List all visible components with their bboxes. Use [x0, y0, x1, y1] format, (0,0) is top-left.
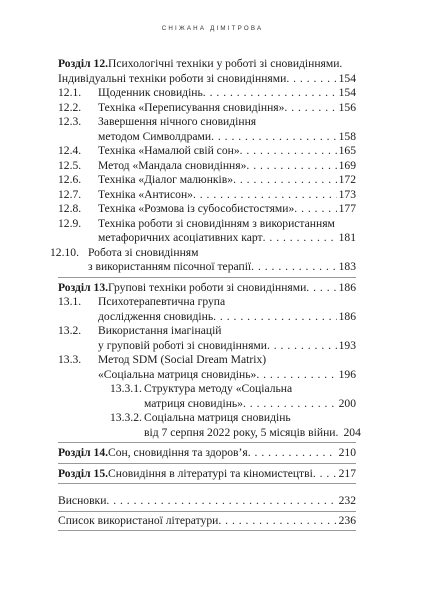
running-head: СНІЖАНА ДІМІТРОВА — [161, 25, 264, 32]
dot-leader — [240, 144, 337, 159]
section-title-cont: методом Символдрами — [98, 129, 212, 143]
chapter-title: Психологічні техніки у роботі зі сновидіннями. — [108, 57, 343, 70]
dot-leader — [106, 494, 336, 509]
section-number: 13.3. — [58, 353, 82, 366]
section-title-cont: від 7 серпня 2022 року, 5 місяців війни — [144, 425, 336, 439]
toc-entry-13-2[interactable] — [58, 324, 356, 353]
section-title: Техніка роботи зі сновидінням з використанням — [98, 216, 335, 230]
section-title: Техніка «Антисон» — [98, 187, 193, 201]
page-number: 172 — [338, 173, 356, 186]
page-number: 236 — [338, 513, 356, 527]
toc-entry-12-9[interactable] — [58, 217, 356, 246]
dot-leader — [256, 368, 336, 383]
page-number: 183 — [338, 260, 356, 273]
toc-entry-chapter-14[interactable] — [58, 446, 356, 461]
section-number: 12.3. — [58, 115, 82, 128]
page-number: 217 — [338, 466, 356, 480]
toc-entry-12-4[interactable] — [58, 144, 356, 159]
toc-entry-13-3-1[interactable] — [58, 382, 356, 411]
section-number: 12.4. — [58, 144, 82, 157]
page-number: 156 — [338, 100, 356, 114]
section-title-cont: з використанням пісочної терапії — [88, 260, 252, 273]
toc-entry-12-6[interactable] — [58, 173, 356, 188]
dot-leader — [306, 281, 336, 296]
chapter-title: Сновидіння в літературі та кіномистецтві — [108, 466, 313, 480]
section-number: 12.2. — [58, 100, 82, 114]
section-title: Метод SDM (Social Dream Matrix) — [98, 353, 267, 366]
section-number: 12.7. — [58, 187, 82, 201]
dot-leader — [251, 260, 336, 275]
dot-leader — [211, 130, 337, 145]
table-of-contents — [50, 57, 361, 531]
dot-leader — [213, 310, 336, 325]
toc-entry-12-5[interactable] — [58, 159, 356, 174]
section-title: Психотерапевтична група — [98, 295, 226, 308]
dot-leader — [243, 397, 337, 412]
section-number: 13.1. — [58, 295, 82, 308]
chapter-label: Розділ 12. — [58, 57, 109, 70]
section-title-cont: матриця сновидінь» — [144, 396, 243, 410]
toc-entry-13-1[interactable] — [58, 295, 356, 324]
dot-leader — [263, 231, 337, 246]
section-number: 12.8. — [58, 202, 82, 215]
dot-leader — [246, 159, 336, 174]
divider — [58, 530, 356, 531]
section-number: 13.3.2. — [110, 411, 142, 424]
page-number: 169 — [338, 158, 356, 172]
section-title: Щоденник сновидінь — [98, 86, 203, 99]
dot-leader — [294, 202, 336, 217]
section-number: 13.2. — [58, 324, 82, 337]
toc-entry-conclusions[interactable] — [58, 494, 356, 509]
toc-entry-12-7[interactable] — [58, 188, 356, 203]
chapter-title: Сон, сновидіння та здоров’я — [108, 446, 248, 459]
entry-title: Список використаної літератури — [58, 513, 219, 527]
section-title: Структура методу «Соціальна — [144, 382, 293, 395]
chapter-title: Групові техніки роботи зі сновидіннями — [108, 280, 307, 294]
page-number: 181 — [338, 231, 356, 244]
section-number: 12.1. — [58, 86, 82, 99]
page-number: 154 — [338, 86, 356, 99]
section-number: 12.10. — [50, 245, 79, 259]
dot-leader — [286, 72, 336, 87]
section-number: 12.5. — [58, 158, 82, 172]
page-number: 154 — [338, 71, 356, 85]
dot-leader — [203, 86, 337, 101]
page-number: 193 — [338, 338, 356, 352]
page-number: 210 — [338, 446, 356, 459]
chapter-subtitle: Індивідуальні техніки роботи зі сновидіннями — [58, 71, 287, 85]
page-number: 186 — [338, 280, 356, 294]
toc-entry-bibliography[interactable] — [58, 514, 356, 529]
chapter-label: Розділ 14. — [58, 446, 109, 459]
dot-leader — [313, 467, 337, 482]
page-number: 232 — [338, 494, 356, 507]
section-title-cont: дослідження сновидінь — [98, 309, 214, 323]
section-number: 12.6. — [58, 173, 82, 186]
page-number: 165 — [338, 144, 356, 157]
dot-leader — [267, 339, 337, 354]
section-title: Соціальна матриця сновидінь — [144, 411, 291, 424]
page-number: 177 — [338, 202, 356, 215]
toc-entry-chapter-13[interactable] — [58, 281, 356, 296]
page-number: 173 — [338, 187, 356, 201]
page-number: 186 — [338, 309, 356, 323]
section-number: 13.3.1. — [110, 382, 142, 395]
section-title-cont: у груповій роботі зі сновидіннями — [98, 338, 267, 352]
entry-title: Висновки — [58, 494, 107, 507]
toc-entry-13-3[interactable] — [58, 353, 356, 382]
page-number: 196 — [338, 367, 356, 381]
section-title: Використання імагінацій — [98, 324, 222, 337]
chapter-label: Розділ 15. — [58, 466, 109, 480]
toc-entry-12-1[interactable] — [58, 86, 356, 101]
page-number: 200 — [338, 396, 356, 410]
toc-entry-12-10[interactable] — [50, 246, 356, 275]
page-number: 204 — [343, 425, 361, 439]
toc-entry-12-2[interactable] — [58, 101, 356, 116]
dot-leader — [193, 188, 337, 203]
dot-leader — [218, 514, 336, 529]
dot-leader — [233, 173, 337, 188]
page-number: 158 — [338, 129, 356, 143]
section-title: Робота зі сновидінням — [88, 245, 199, 259]
dot-leader — [284, 101, 336, 116]
section-title: Завершення нічного сновидіння — [98, 115, 257, 128]
section-title-cont: «Соціальна матриця сновидінь» — [98, 367, 257, 381]
section-title: Техніка «Переписування сновидіння» — [98, 100, 285, 114]
dot-leader — [248, 446, 337, 461]
toc-entry-12-8[interactable] — [58, 202, 356, 217]
section-title: Метод «Мандала сновидіння» — [98, 158, 247, 172]
section-title-cont: метафоричних асоціативних карт — [98, 231, 263, 244]
section-title: Техніка «Намалюй свій сон» — [98, 144, 240, 157]
toc-entry-13-3-2[interactable] — [58, 411, 361, 440]
section-title: Техніка «Розмова із субособистостями» — [98, 202, 295, 215]
chapter-label: Розділ 13. — [58, 280, 109, 294]
section-number: 12.9. — [58, 216, 82, 230]
toc-entry-12-3[interactable] — [58, 115, 356, 144]
toc-entry-chapter-15[interactable] — [58, 467, 356, 482]
toc-entry-chapter-12[interactable] — [58, 57, 356, 86]
section-title: Техніка «Діалог малюнків» — [98, 173, 234, 186]
